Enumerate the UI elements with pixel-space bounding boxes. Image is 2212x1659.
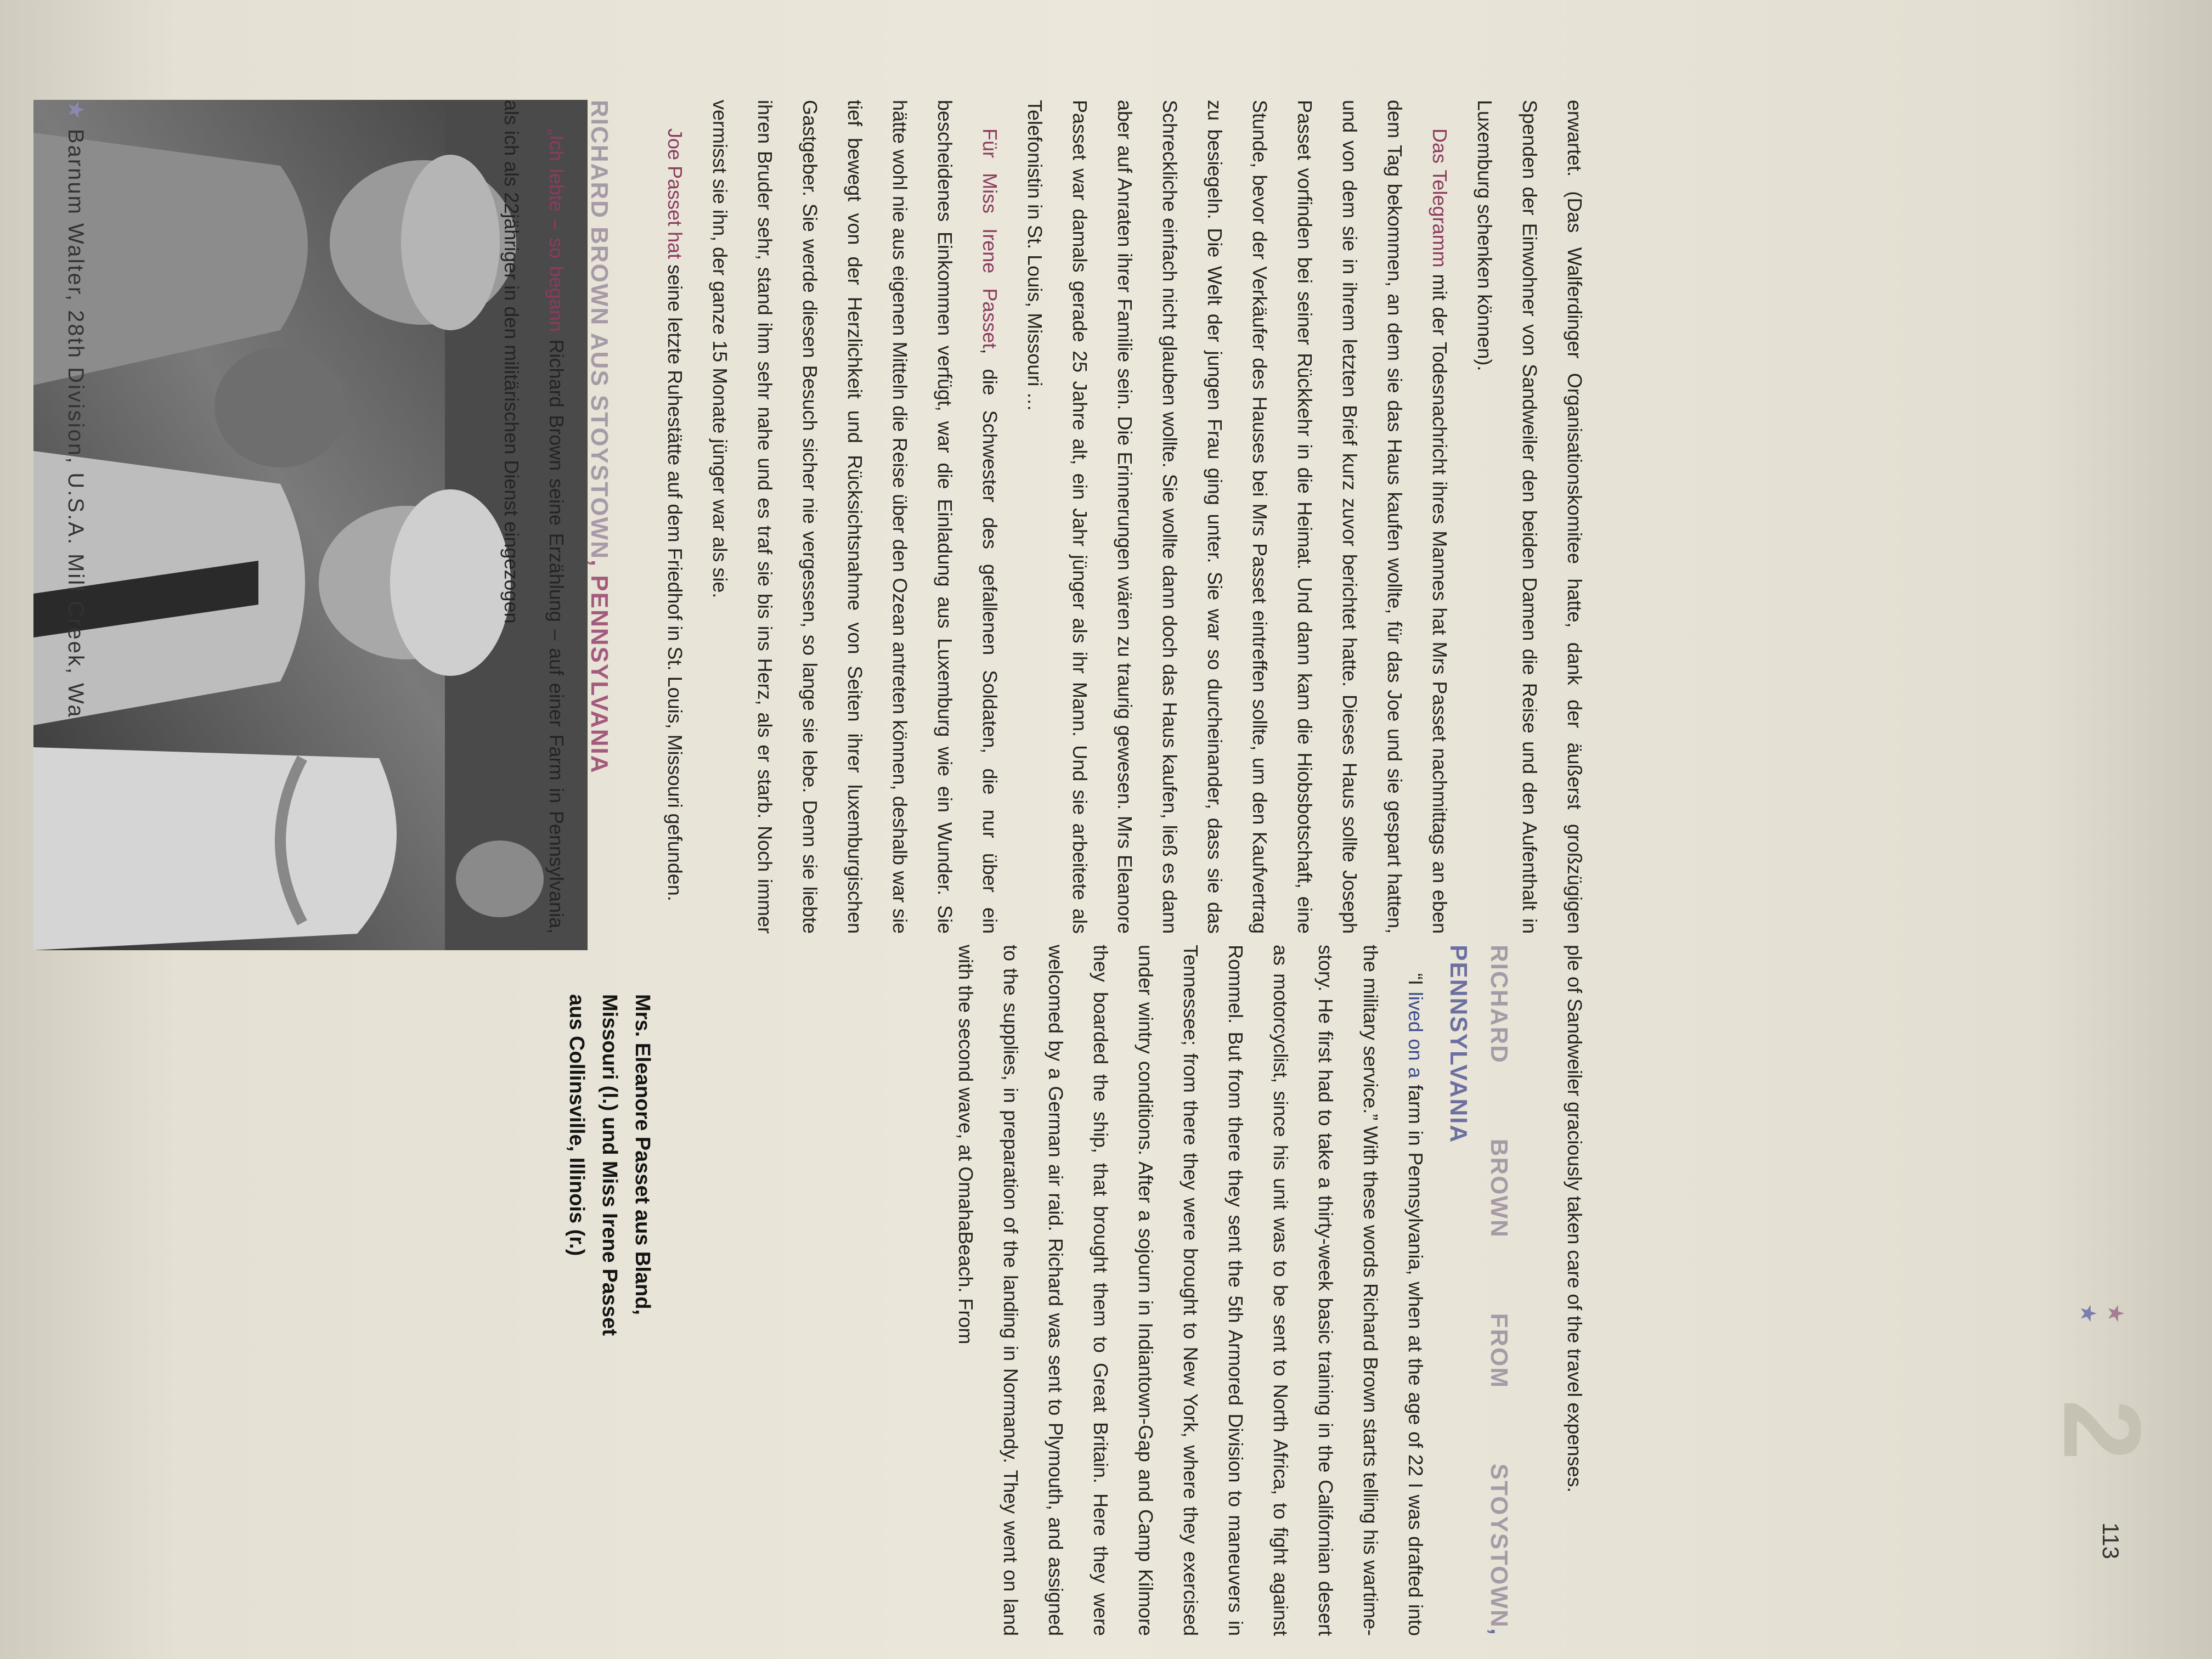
paragraph-text: farm in Pennsylvania, when at the age of 22 I was drafted into the military service.” With these words Richard Brown starts telling his wartime-story. He first had to take a thirty-week basic training in the Californian desert as motorcyclist, since his unit was to be sent to North Africa, to fight against Rommel. But from there they sent the 5th Armored Division to maneuvers in Tennessee; from there they were brought to New York, where they exercised under wintry conditions. After a sojourn in Indiantown-Gap and Camp Kilmore they boarded the ship, that brought them to Great Britain. Here they were welcomed by a German air raid. Richard was sent to Plymouth, and assigned to the supplies, in preparation of the landing in Normandy. They went on land with the second wave, at OmahaBeach. From (955, 945, 1427, 1637)
star-icon: ★ (2103, 1304, 2128, 1323)
caption-line: Mrs. Eleanore Passet aus Bland, (631, 994, 654, 1316)
paragraph (489, 100, 579, 934)
footer-text: Barnum Walter, 28th Division, U.S.A. Mill Creek, Wa (64, 128, 88, 719)
star-icon: ★ (2076, 1304, 2100, 1323)
paragraph-text: , die Schwester des gefallenen Soldaten, die nur über ein bescheidenes Einkommen verfügt, war die Einladung aus Luxemburg wie ein Wunder. Sie hätte wohl nie aus eigenen Mitteln die Reise über den Ozean antreten können, deshalb war sie tief bewegt von der Herzlichkeit und Rücksichtsnahme von Seiten ihrer luxemburgischen Gastgeber. Sie werde diesen Besuch sicher nie vergessen, so lange sie lebe. Denn sie liebte ihren Bruder sehr, stand ihm sehr nahe und es traf sie bis ins Herz, als er starb. Noch immer vermisst sie ihn, der ganze 15 Monate jünger war als sie. (709, 100, 1001, 934)
paragraph-text: Richard Brown seine Erzählung – auf einer Farm in Pennsylvania, als ich als 22jähriger in den militärischen Dienst eingezogen (500, 100, 568, 934)
german-column (489, 100, 1597, 934)
paragraph (1012, 100, 1462, 934)
star-icon: ★ (64, 100, 88, 121)
paragraph: erwartet. (Das Walferdinger Organisationskomitee hatte, dank der äußerst großzügigen Spenden der Einwohner von Sandweiler den beiden Damen die Reise und den Aufenthalt in Luxemburg schenken können). (1474, 100, 1586, 934)
caption-line: Missouri (l.) und Miss Irene Passet (598, 994, 621, 1336)
heading-part: , PENNSYLVANIA (1445, 945, 1513, 1636)
english-column (943, 945, 1597, 1636)
chapter-stars (2074, 1304, 2129, 1323)
highlight-text: Das Telegramm (1429, 128, 1451, 268)
paragraph-text: seine letzte Ruhestätte auf dem Friedhof in St. Louis, Missouri gefunden. (664, 259, 686, 901)
highlight-text: lived on a (1404, 991, 1427, 1079)
chapter-number: 2 (2041, 1399, 2163, 1460)
paragraph: ple of Sandweiler graciously taken care of the travel expenses. (1564, 945, 1586, 1493)
highlight-text: Joe Passet hat (664, 128, 686, 259)
paragraph (652, 100, 697, 934)
section-heading (579, 100, 619, 934)
paragraph (697, 100, 1012, 934)
paragraph-text: mit der Todesnachricht ihres Mannes hat Mrs Passet nachmittags an eben dem Tag bekommen, an dem sie das Haus kaufen wollte, für das Joe und sie gespart hatten, und von dem sie in ihrem letzten Brief kurz zuvor berichtet hatte. Dieses Haus sollte Joseph Passet vorfinden bei seiner Rückkehr in die Heimat. Und dann kam die Hiobsbotschaft, eine Stunde, bevor der Verkäufer des Hauses bei Mrs Passet eintreffen sollte, um den Kaufvertrag zu besiegeln. Die Welt der jungen Frau ging unter. Sie war so durcheinander, dass sie das Schreckliche einfach nicht glauben wollte. Sie wollte dann doch das Haus kaufen, ließ es dann aber auf Anraten ihrer Familie sein. Die Erinnerungen wären zu traurig gewesen. Mrs Eleanore Passet war damals gerade 25 Jahre alt, ein Jahr jünger als ihr Mann. Und sie arbeitete als Telefonistin in St. Louis, Missouri … (1024, 100, 1451, 934)
heading-part: RICHARD BROWN AUS STOYSTOWN (586, 100, 613, 560)
heading-part: RICHARD BROWN FROM STOYSTOWN (1486, 945, 1513, 1628)
running-footer (63, 100, 88, 719)
photo-caption (560, 994, 659, 1598)
caption-line: aus Collinsville, Illinois (r.) (565, 994, 588, 1256)
paragraph (943, 945, 1438, 1636)
book-page (50, 34, 2163, 1637)
highlight-text: „Ich lebte – so begann (545, 128, 568, 332)
paragraph-text: “I (1404, 973, 1427, 992)
highlight-text: Für Miss Irene Passet (979, 128, 1001, 349)
page-number: 113 (2098, 1522, 2124, 1559)
section-heading (1438, 945, 1519, 1636)
heading-part: , PENNSYLVANIA (586, 559, 613, 774)
